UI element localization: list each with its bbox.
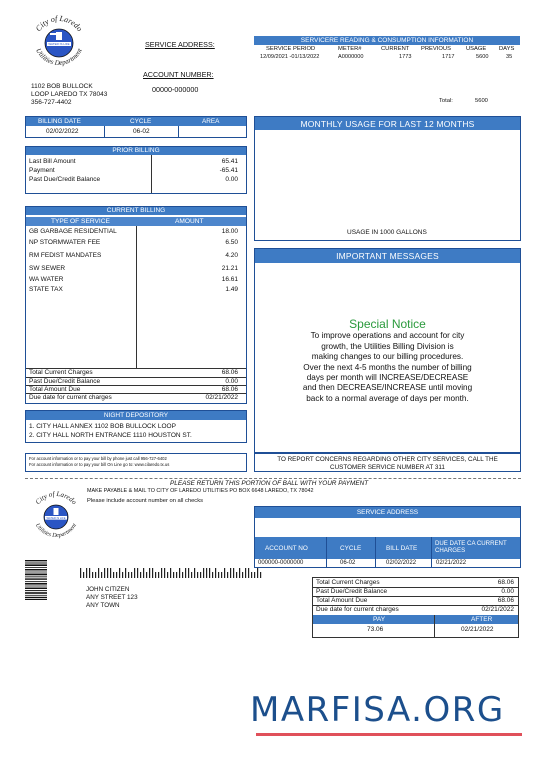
customer-name: 1102 BOB BULLOCK <box>31 83 93 90</box>
report-line-1: TO REPORT CONCERNS REGARDING OTHER CITY SERVICES, CALL THE <box>277 456 498 463</box>
stub-total-current-label: Total Current Charges <box>316 579 380 586</box>
service-line-3-label: RM FEDIST MANDATES <box>29 252 102 259</box>
pay-value: 73.06 <box>367 626 384 633</box>
postal-bar <box>170 568 171 578</box>
postal-bar <box>140 572 141 578</box>
postal-bar <box>155 572 156 578</box>
reading-previous: 1717 <box>442 54 455 60</box>
reading-col-days: DAYS <box>499 46 515 52</box>
postal-bar <box>128 572 129 578</box>
after-label: AFTER <box>471 616 493 623</box>
postal-bar <box>119 568 120 578</box>
night-depository-title: NIGHT DEPOSITORY <box>26 411 246 420</box>
notice-line-7: back to a normal average of days per month. <box>306 393 469 403</box>
pay-label: PAY <box>373 616 386 623</box>
type-of-service-label: TYPE OF SERVICE <box>51 218 110 225</box>
postal-barcode <box>80 565 265 575</box>
postal-bar <box>80 568 81 578</box>
stub-past-due-value: 0.00 <box>501 588 514 595</box>
service-line-2-value: 6.50 <box>225 239 238 246</box>
stub-past-due-label: Past Due/Credit Balance <box>316 588 388 595</box>
marfisa-watermark <box>250 690 526 742</box>
prior-billing-title: PRIOR BILLING <box>26 147 246 155</box>
svg-text:Utilities Department: Utilities Department <box>34 46 84 68</box>
watermark-text: MARFISA.ORG <box>250 690 505 730</box>
service-line-1-label: GB GARBAGE RESIDENTIAL <box>29 228 117 235</box>
notice-line-3: making changes to our billing procedures. <box>311 352 464 362</box>
stub-address-name: JOHN CITIZEN <box>86 586 130 593</box>
postal-bar <box>230 568 231 578</box>
stub-col-due: DUE DATE CA CURRENT CHARGES <box>435 540 507 554</box>
postal-bar <box>161 568 162 578</box>
postal-bar <box>221 572 222 578</box>
past-due-label: Past Due/Credit Balance <box>29 176 101 183</box>
total-amount-due-value: 68.06 <box>221 386 238 393</box>
stub-service-address-box <box>254 506 521 568</box>
postal-bar <box>110 568 111 578</box>
special-notice <box>255 317 520 404</box>
notice-line-6: and then DECREASE/INCREASE until moving <box>302 383 473 393</box>
postal-bar <box>245 568 246 578</box>
service-line-4-value: 21.21 <box>221 265 238 272</box>
postal-bar <box>209 568 210 578</box>
reading-section <box>254 36 520 111</box>
stub-divider-1 <box>326 537 327 567</box>
monthly-usage-footer: USAGE IN 1000 GALLONS <box>347 229 427 236</box>
current-billing-divider <box>136 226 137 368</box>
last-bill-label: Last Bill Amount <box>29 158 76 165</box>
postal-bar <box>122 572 123 578</box>
cycle-label: CYCLE <box>130 118 152 125</box>
reading-title: SERVICERE READING & CONSUMPTION INFORMATION <box>254 36 520 45</box>
svg-text:WATER IS LIFE: WATER IS LIFE <box>46 516 66 520</box>
total-amount-due-label: Total Amount Due <box>29 386 81 393</box>
stub-divider-3 <box>431 537 432 567</box>
svg-text:Utilities Department: Utilities Department <box>33 522 79 540</box>
postal-bar <box>86 568 87 578</box>
svg-text:City of Laredo: City of Laredo <box>33 13 85 34</box>
current-billing-box <box>25 206 247 404</box>
current-billing-title: CURRENT BILLING <box>26 207 246 215</box>
notice-line-4: Over the next 4-5 months the number of billing <box>303 362 472 372</box>
postal-bar <box>206 568 207 578</box>
customer-city: LOOP LAREDO TX 78043 <box>31 91 108 98</box>
important-messages-title: IMPORTANT MESSAGES <box>255 249 520 263</box>
vertical-barcode <box>25 560 47 600</box>
past-due-balance-value: 0.00 <box>225 378 238 385</box>
past-due-balance-label: Past Due/Credit Balance <box>29 378 101 385</box>
reading-col-current: CURRENT <box>381 46 410 52</box>
after-value: 02/21/2022 <box>461 626 494 633</box>
postal-bar <box>83 572 84 578</box>
city-logo <box>28 10 90 72</box>
service-line-2-label: NP STORMWATER FEE <box>29 239 101 246</box>
payment-label: Payment <box>29 167 55 174</box>
postal-bar <box>137 568 138 578</box>
service-line-5-label: WA WATER <box>29 276 64 283</box>
account-info-line-1: For account information or to pay your bill by phone just call 956-727-6402 <box>29 456 167 461</box>
stub-col-account: ACCOUNT NO <box>265 545 308 552</box>
stub-col-cycle: CYCLE <box>340 545 362 552</box>
report-concerns-box <box>254 453 521 472</box>
reading-total-label: Total: <box>439 98 453 104</box>
reading-total-value: 5600 <box>475 98 488 104</box>
postal-bar <box>176 572 177 578</box>
postal-bar <box>194 568 195 578</box>
pay-after-divider <box>434 615 435 637</box>
stub-city-logo <box>28 488 84 542</box>
important-messages-box <box>254 248 521 453</box>
stub-due-date-label: Due date for current charges <box>316 606 399 613</box>
account-info-line-2: For account information or to pay your bill On Line go to: www.cilaredo.tx.us <box>29 462 170 467</box>
cycle-value: 06-02 <box>133 128 150 135</box>
payable-text: MAKE PAYABLE & MAIL TO CITY OF LAREDO UTILITIES PO BOX 6648 LAREDO, TX 78042 <box>87 488 314 494</box>
prior-billing-box <box>25 146 247 194</box>
depository-item-2: 2. CITY HALL NORTH ENTRANCE 1110 HOUSTON ST. <box>29 432 192 439</box>
reading-col-period: SERVICE PERIOD <box>266 46 316 52</box>
billing-date-value: 02/02/2022 <box>46 128 79 135</box>
watermark-underline <box>256 733 522 736</box>
account-info-box <box>25 453 247 472</box>
postal-bar <box>242 572 243 578</box>
postal-bar <box>107 568 108 578</box>
reading-col-usage: USAGE <box>466 46 487 52</box>
postal-bar <box>257 568 258 578</box>
stub-total-current-value: 68.06 <box>497 579 514 586</box>
stub-account-value: 000000-0000000 <box>258 560 304 566</box>
billing-info-box <box>25 116 247 138</box>
postal-bar <box>98 568 99 578</box>
report-line-2: CUSTOMER SERVICE NUMBER AT 311 <box>330 463 445 471</box>
billing-divider-1 <box>104 126 105 137</box>
postal-bar <box>104 568 105 578</box>
total-current-label: Total Current Charges <box>29 369 93 376</box>
depository-item-1: 1. CITY HALL ANNEX 1102 BOB BULLOCK LOOP <box>29 423 176 430</box>
reading-usage: 5600 <box>476 54 489 60</box>
postal-bar <box>227 572 228 578</box>
postal-bar <box>239 568 240 578</box>
service-address-label: SERVICE ADDRESS: <box>145 40 215 49</box>
service-line-5-value: 16.61 <box>221 276 238 283</box>
notice-line-1: To improve operations and account for city <box>310 331 465 341</box>
postal-bar <box>254 572 255 578</box>
postal-bar <box>164 568 165 578</box>
postal-bar <box>215 568 216 578</box>
tear-line <box>25 478 521 479</box>
stub-address-town: ANY TOWN <box>86 602 120 609</box>
area-label: AREA <box>202 118 220 125</box>
service-line-4-label: SW SEWER <box>29 265 66 272</box>
last-bill-value: 65.41 <box>221 158 238 165</box>
postal-bar <box>131 572 132 578</box>
payment-value: -65.41 <box>219 167 238 174</box>
notice-line-2: growth, the Utilities Billing Division is <box>321 341 454 351</box>
postal-bar <box>248 568 249 578</box>
service-line-6-label: STATE TAX <box>29 286 63 293</box>
postal-bar <box>152 568 153 578</box>
postal-bar <box>116 572 117 578</box>
postal-bar <box>251 572 252 578</box>
postal-bar <box>233 568 234 578</box>
stub-divider-2 <box>375 537 376 567</box>
stub-bill-date-value: 02/02/2022 <box>386 560 417 566</box>
return-portion-text: PLEASE RETURN THIS PORTION OF BALL WITH YOUR PAYMENT <box>170 480 369 487</box>
account-number: 00000-000000 <box>152 85 199 94</box>
night-depository-box <box>25 410 247 443</box>
postal-bar <box>167 572 168 578</box>
stub-due-date-value: 02/21/2022 <box>481 606 514 613</box>
postal-bar <box>143 568 144 578</box>
svg-text:WATER IS LIFE: WATER IS LIFE <box>48 42 70 47</box>
reading-days: 35 <box>506 54 513 60</box>
reading-period: 12/09/2021 -01/13/2022 <box>260 54 320 60</box>
reading-current: 1773 <box>399 54 412 60</box>
due-date-label: Due date for current charges <box>29 394 112 401</box>
postal-bar <box>236 572 237 578</box>
service-line-3-value: 4.20 <box>225 252 238 259</box>
postal-bar <box>101 572 102 578</box>
past-due-value: 0.00 <box>225 176 238 183</box>
notice-line-5: days per month will INCREASE/DECREASE <box>306 373 469 383</box>
stub-totals-box <box>312 577 519 638</box>
due-date-value: 02/21/2022 <box>205 394 238 401</box>
reading-col-meter: METER# <box>338 46 362 52</box>
service-line-6-value: 1.49 <box>225 286 238 293</box>
postal-bar <box>191 572 192 578</box>
stub-total-due-label: Total Amount Due <box>316 597 368 604</box>
account-number-label: ACCOUNT NUMBER: <box>143 70 214 79</box>
postal-bar <box>146 572 147 578</box>
billing-date-label: BILLING DATE <box>38 118 81 125</box>
postal-bar <box>158 572 159 578</box>
svg-text:City of Laredo: City of Laredo <box>33 489 79 507</box>
postal-bar <box>203 568 204 578</box>
special-notice-title: Special Notice <box>349 317 426 331</box>
report-concerns-text <box>255 456 520 471</box>
monthly-usage-box <box>254 116 521 241</box>
monthly-usage-title: MONTHLY USAGE FOR LAST 12 MONTHS <box>255 117 520 130</box>
postal-bar <box>188 568 189 578</box>
postal-bar <box>113 572 114 578</box>
postal-bar <box>212 572 213 578</box>
postal-bar <box>134 568 135 578</box>
reading-meter: A0000000 <box>338 54 364 60</box>
postal-bar <box>173 572 174 578</box>
postal-bar <box>260 572 261 578</box>
postal-bar <box>224 568 225 578</box>
stub-address-street: ANY STREET 123 <box>86 594 138 601</box>
service-line-1-value: 18.00 <box>221 228 238 235</box>
postal-bar <box>185 568 186 578</box>
stub-cycle-value: 06-02 <box>340 560 356 566</box>
postal-bar <box>92 572 93 578</box>
include-account-text: Please include account number on all checks <box>87 498 204 504</box>
total-current-value: 68.06 <box>221 369 238 376</box>
customer-phone: 356-727-4402 <box>31 99 72 106</box>
stub-total-due-value: 68.06 <box>497 597 514 604</box>
postal-bar <box>200 572 201 578</box>
postal-bar <box>149 568 150 578</box>
stub-due-value: 02/21/2022 <box>436 560 467 566</box>
stub-service-address-title: SERVICE ADDRESS <box>255 507 520 518</box>
prior-billing-divider <box>151 155 152 193</box>
postal-bar <box>125 568 126 578</box>
postal-bar <box>95 572 96 578</box>
stub-col-bill-date: BILL DATE <box>386 545 418 552</box>
postal-bar <box>197 572 198 578</box>
postal-bar <box>182 572 183 578</box>
postal-bar <box>89 568 90 578</box>
postal-bar <box>179 568 180 578</box>
billing-divider-2 <box>178 126 179 137</box>
postal-bar <box>218 572 219 578</box>
amount-label: AMOUNT <box>175 218 204 225</box>
reading-col-previous: PREVIOUS <box>421 46 451 52</box>
